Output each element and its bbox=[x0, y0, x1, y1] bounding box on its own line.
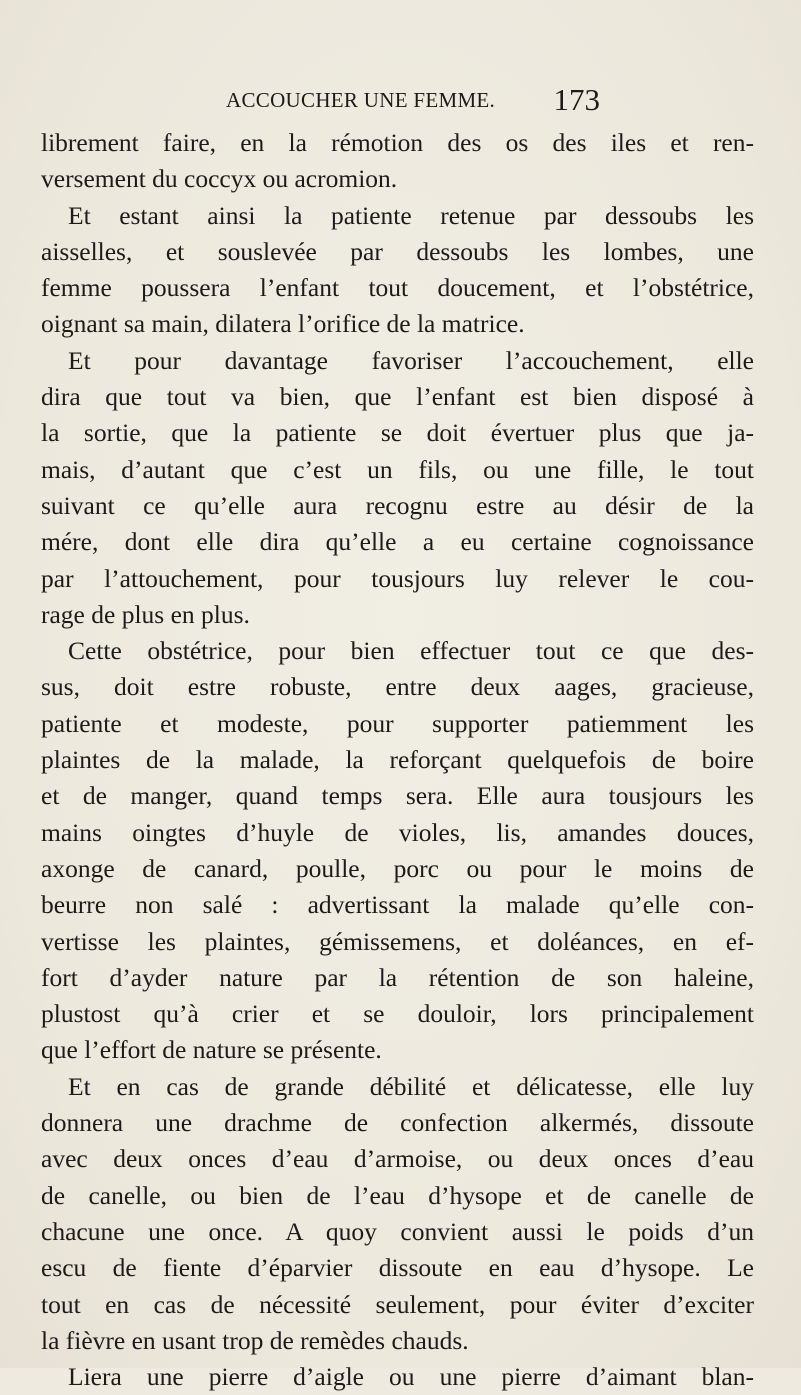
text-line: par l’attouchement, pour tousjours luy relever le cou- bbox=[41, 563, 754, 593]
text-line: axonge de canard, poulle, porc ou pour le moins de bbox=[41, 853, 754, 883]
text-line: librement faire, en la rémotion des os des iles et ren- bbox=[41, 128, 754, 157]
text-line: versement du coccyx ou acromion. bbox=[41, 164, 398, 194]
text-line: Et estant ainsi la patiente retenue par dessoubs les bbox=[68, 200, 754, 230]
body-text bbox=[41, 125, 754, 1395]
text-line: mais, d’autant que c’est un fils, ou une fille, le tout bbox=[41, 454, 754, 484]
text-line: et de manger, quand temps sera. Elle aura tousjours les bbox=[41, 781, 754, 811]
text-line: Et pour davantage favoriser l’accouchement, elle bbox=[68, 345, 754, 375]
text-line: femme poussera l’enfant tout doucement, et l’obstétrice, bbox=[41, 273, 754, 303]
text-line: mains oingtes d’huyle de violes, lis, amandes douces, bbox=[41, 817, 754, 847]
text-line: dira que tout va bien, que l’enfant est bien disposé à bbox=[41, 382, 754, 412]
text-line: beurre non salé : advertissant la malade qu’elle con- bbox=[41, 890, 754, 920]
text-line: Et en cas de grande débilité et délicatesse, elle luy bbox=[68, 1071, 754, 1101]
text-line: mére, dont elle dira qu’elle a eu certaine cognoissance bbox=[41, 527, 754, 557]
running-head bbox=[226, 82, 600, 117]
text-line: que l’effort de nature se présente. bbox=[41, 1035, 382, 1065]
running-title: ACCOUCHER UNE FEMME. bbox=[226, 88, 496, 112]
text-line: plustost qu’à crier et se douloir, lors principalement bbox=[41, 999, 754, 1029]
text-line: plaintes de la malade, la reforçant quelquefois de boire bbox=[41, 745, 754, 775]
text-line: chacune une once. A quoy convient aussi le poids d’un bbox=[41, 1216, 754, 1246]
text-line: donnera une drachme de confection alkermés, dissoute bbox=[41, 1108, 754, 1138]
text-line: aisselles, et souslevée par dessoubs les lombes, une bbox=[41, 236, 754, 266]
text-line: la sortie, que la patiente se doit évertuer plus que ja- bbox=[41, 418, 754, 448]
text-line: tout en cas de nécessité seulement, pour éviter d’exciter bbox=[41, 1289, 754, 1319]
text-line: oignant sa main, dilatera l’orifice de la matrice. bbox=[41, 309, 525, 339]
text-line: sus, doit estre robuste, entre deux aages, gracieuse, bbox=[41, 672, 754, 702]
page-number: 173 bbox=[553, 82, 600, 117]
text-line: patiente et modeste, pour supporter patiemment les bbox=[41, 708, 754, 738]
text-line: vertisse les plaintes, gémissemens, et doléances, en ef- bbox=[41, 926, 754, 956]
text-line: avec deux onces d’eau d’armoise, ou deux onces d’eau bbox=[41, 1144, 754, 1174]
text-line: Liera une pierre d’aigle ou une pierre d’aimant blan- bbox=[68, 1362, 754, 1392]
text-line: Cette obstétrice, pour bien effectuer tout ce que des- bbox=[68, 636, 754, 666]
text-line: suivant ce qu’elle aura recognu estre au désir de la bbox=[41, 490, 754, 520]
text-line: de canelle, ou bien de l’eau d’hysope et de canelle de bbox=[41, 1180, 754, 1210]
text-line: escu de fiente d’éparvier dissoute en eau d’hysope. Le bbox=[41, 1253, 754, 1283]
text-line: la fièvre en usant trop de remèdes chauds. bbox=[41, 1325, 469, 1355]
text-line: fort d’ayder nature par la rétention de son haleine, bbox=[41, 962, 754, 992]
text-line: rage de plus en plus. bbox=[41, 599, 250, 629]
